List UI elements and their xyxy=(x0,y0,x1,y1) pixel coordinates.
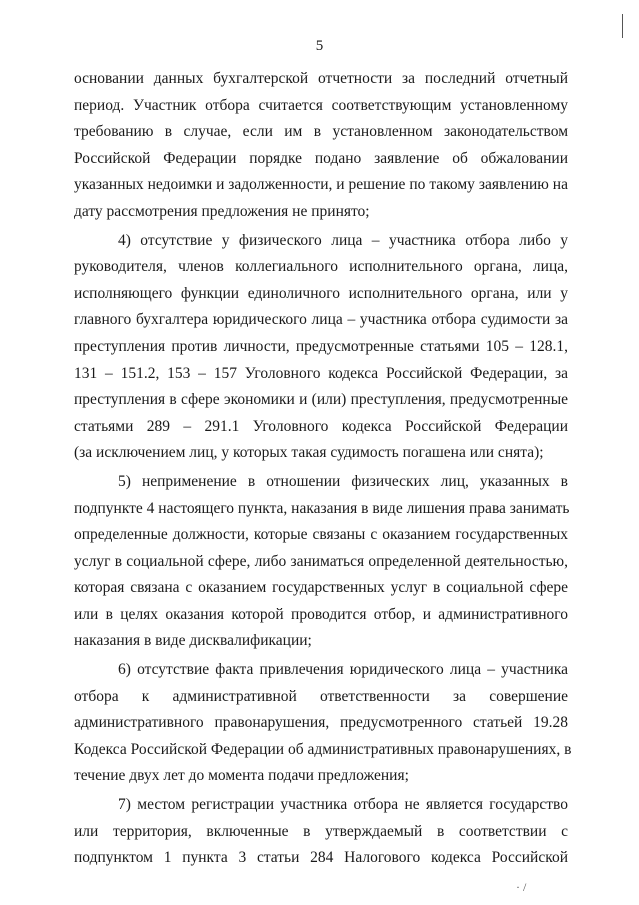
text-line: дату рассмотрения предложения не принято; xyxy=(74,202,370,220)
text-line: подпункте 4 настоящего пункта, наказания в виде лишения права занимать xyxy=(74,499,570,517)
text-line: 6) отсутствие факта привлечения юридического лица – участника xyxy=(118,661,568,679)
text-line: 5) неприменение в отношении физических лиц, указанных в xyxy=(118,472,568,490)
text-line: подпунктом 1 пункта 3 статьи 284 Налогового кодекса Российской xyxy=(74,849,568,867)
text-line: главного бухгалтера юридического лица – участника отбора судимости за xyxy=(74,311,568,329)
page-number: 5 xyxy=(315,38,324,54)
text-line: преступления против личности, предусмотренные статьями 105 – 128.1, xyxy=(74,337,568,355)
text-line: период. Участник отбора считается соответствующим установленному xyxy=(74,96,568,114)
paragraph-item-6 xyxy=(74,657,572,790)
scan-edge-mark xyxy=(622,14,623,38)
text-line: административного правонарушения, предусмотренного статьей 19.28 xyxy=(74,714,568,732)
text-line: 7) местом регистрации участника отбора не является государство xyxy=(118,796,568,814)
paragraph-continuation xyxy=(74,66,568,226)
text-line: требованию в случае, если им в установленном законодательством xyxy=(74,123,568,141)
text-line: преступления в сфере экономики и (или) преступления, предусмотренные xyxy=(74,391,568,409)
paragraph-item-7 xyxy=(74,792,568,872)
text-line: Российской Федерации порядке подано заявление об обжаловании xyxy=(74,149,568,167)
paragraph-item-5 xyxy=(74,469,568,655)
document-body xyxy=(74,66,572,872)
text-line: или территория, включенные в утверждаемый в соответствии с xyxy=(74,822,568,840)
paragraph-item-4 xyxy=(74,228,568,467)
text-line: определенные должности, которые связаны с оказанием государственных xyxy=(74,526,568,544)
text-line: 131 – 151.2, 153 – 157 Уголовного кодекса Российской Федерации, за xyxy=(74,364,568,382)
text-line: Кодекса Российской Федерации об административных правонарушениях, в xyxy=(74,740,572,758)
text-line: статьями 289 – 291.1 Уголовного кодекса Российской Федерации xyxy=(74,417,568,435)
text-line: 4) отсутствие у физического лица – участника отбора либо у xyxy=(118,231,568,249)
text-line: которая связана с оказанием государственных услуг в социальной сфере xyxy=(74,579,568,597)
text-line: наказания в виде дисквалификации; xyxy=(74,632,312,650)
text-line: исполняющего функции единоличного исполнительного органа, или у xyxy=(74,284,568,302)
text-line: или в целях оказания которой проводится отбор, и административного xyxy=(74,605,568,623)
text-line: (за исключением лиц, у которых такая судимость погашена или снята); xyxy=(74,444,544,462)
text-line: услуг в социальной сфере, либо заниматься определенной деятельностью, xyxy=(74,552,568,570)
text-line: указанных недоимки и задолженности, и решение по такому заявлению на xyxy=(74,176,568,194)
text-line: отбора к административной ответственности за совершение xyxy=(74,687,568,705)
scan-corner-mark: · / xyxy=(516,880,527,894)
text-line: руководителя, членов коллегиального исполнительного органа, лица, xyxy=(74,258,568,276)
text-line: течение двух лет до момента подачи предложения; xyxy=(74,767,409,785)
text-line: основании данных бухгалтерской отчетности за последний отчетный xyxy=(74,70,568,87)
